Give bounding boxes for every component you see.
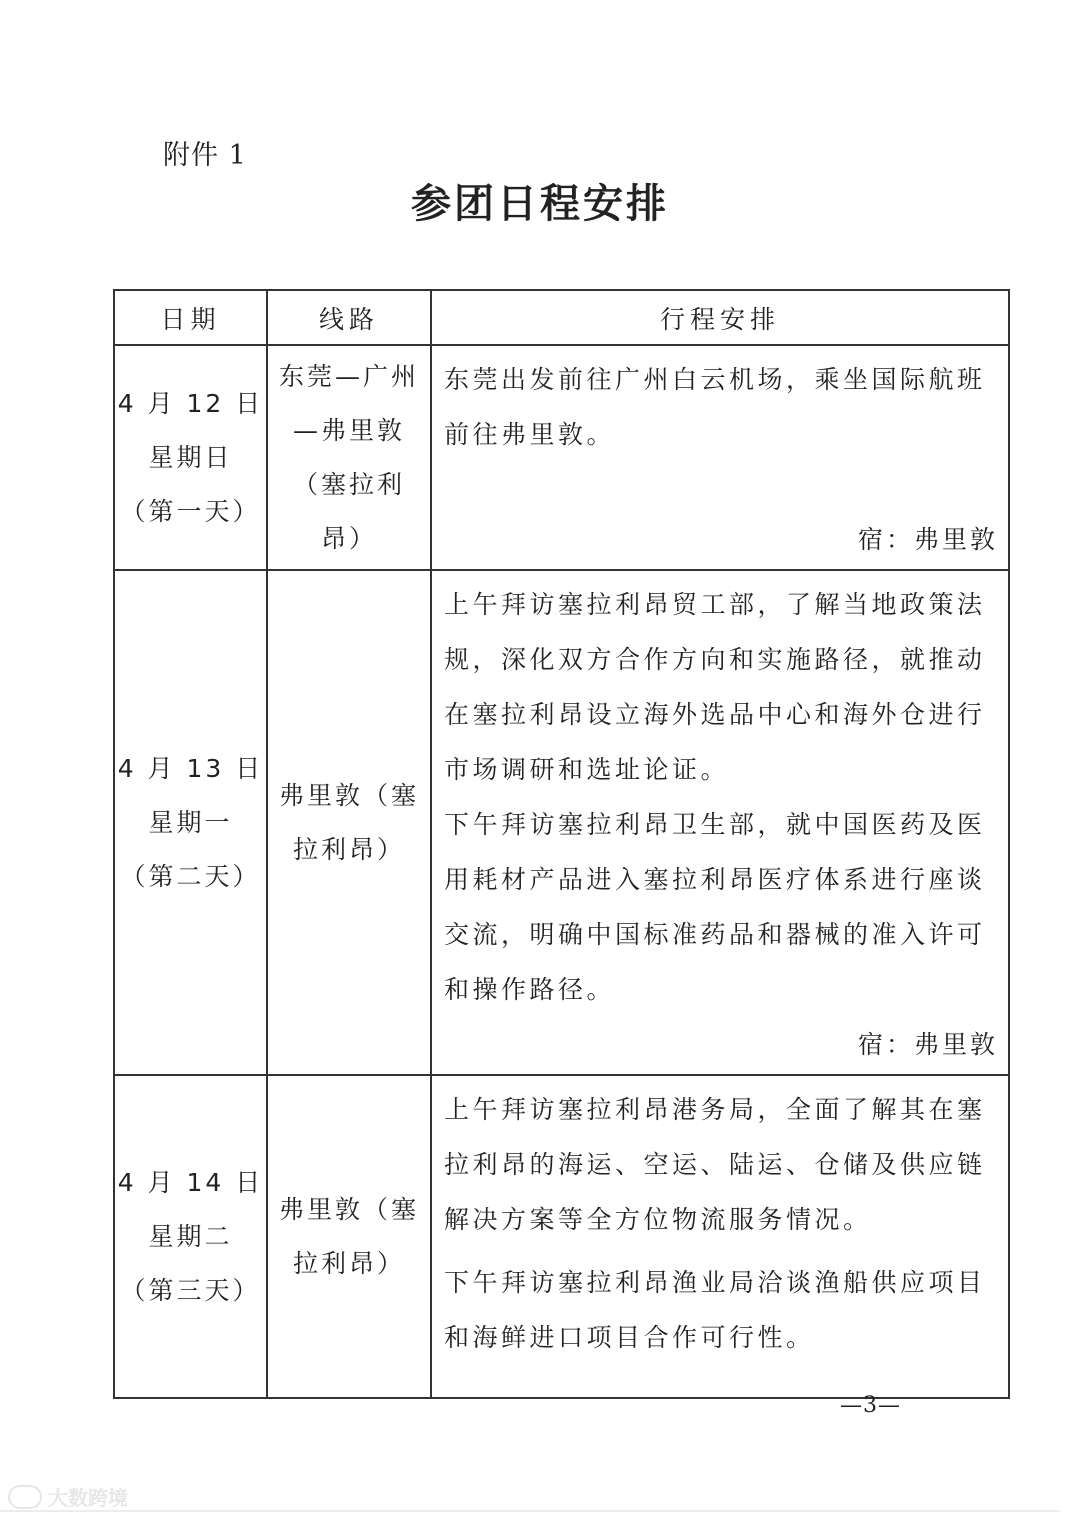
route-line: （塞拉利 bbox=[292, 469, 405, 499]
route-cell bbox=[267, 570, 431, 1075]
date-cell bbox=[114, 570, 267, 1075]
route-line: 弗里敦（塞 bbox=[278, 1194, 419, 1224]
itinerary-paragraph: 上午拜访塞拉利昂贸工部，了解当地政策法规，深化双方合作方向和实施路径，就推动在塞拉利昂设立海外选品中心和海外仓进行市场调研和选址论证。 bbox=[444, 590, 986, 784]
date-text: 4 月 12 日 bbox=[117, 388, 264, 418]
page-number: —3— bbox=[840, 1393, 901, 1418]
day-number-text: （第一天） bbox=[120, 496, 261, 526]
table-row bbox=[114, 570, 1009, 1075]
date-text: 4 月 14 日 bbox=[117, 1167, 264, 1197]
route-line: 拉利昂） bbox=[292, 1248, 405, 1278]
route-line: 东莞—广州 bbox=[278, 361, 419, 391]
route-cell bbox=[267, 1075, 431, 1398]
column-header-route: 线路 bbox=[267, 290, 431, 345]
table-row bbox=[114, 345, 1009, 570]
day-number-text: （第二天） bbox=[120, 861, 261, 891]
route-line: 拉利昂） bbox=[292, 834, 405, 864]
date-text: 4 月 13 日 bbox=[117, 753, 264, 783]
table-row bbox=[114, 1075, 1009, 1398]
page-bottom-divider bbox=[0, 1510, 1060, 1512]
watermark-text: 大数跨境 bbox=[48, 1486, 128, 1510]
schedule-table bbox=[113, 289, 1010, 1399]
itinerary-cell bbox=[431, 345, 1009, 570]
route-cell bbox=[267, 345, 431, 570]
weekday-text: 星期日 bbox=[148, 442, 233, 472]
itinerary-paragraph: 下午拜访塞拉利昂卫生部，就中国医药及医用耗材产品进入塞拉利昂医疗体系进行座谈交流，明确中国标准药品和器械的准入许可和操作路径。 bbox=[444, 810, 986, 1004]
date-cell bbox=[114, 345, 267, 570]
lodging-text: 宿：弗里敦 bbox=[857, 1030, 998, 1059]
document-title: 参团日程安排 bbox=[411, 181, 669, 227]
column-header-date: 日期 bbox=[114, 290, 267, 345]
column-header-itinerary: 行程安排 bbox=[431, 290, 1009, 345]
day-number-text: （第三天） bbox=[120, 1275, 261, 1305]
itinerary-paragraph: 下午拜访塞拉利昂渔业局洽谈渔船供应项目和海鲜进口项目合作可行性。 bbox=[444, 1268, 986, 1352]
itinerary-paragraph: 上午拜访塞拉利昂港务局，全面了解其在塞拉利昂的海运、空运、陆运、仓储及供应链解决方案等全方位物流服务情况。 bbox=[444, 1095, 986, 1234]
route-line: —弗里敦 bbox=[292, 415, 405, 445]
route-line: 弗里敦（塞 bbox=[278, 780, 419, 810]
attachment-label: 附件 1 bbox=[163, 140, 247, 171]
watermark bbox=[8, 1482, 128, 1511]
itinerary-cell bbox=[431, 1075, 1009, 1398]
lodging-text: 宿：弗里敦 bbox=[857, 525, 998, 554]
itinerary-paragraph: 东莞出发前往广州白云机场，乘坐国际航班前往弗里敦。 bbox=[444, 365, 986, 449]
date-cell bbox=[114, 1075, 267, 1398]
route-line: 昂） bbox=[320, 523, 377, 553]
watermark-logo-icon bbox=[8, 1485, 42, 1509]
weekday-text: 星期一 bbox=[148, 807, 233, 837]
itinerary-cell bbox=[431, 570, 1009, 1075]
weekday-text: 星期二 bbox=[148, 1221, 233, 1251]
table-header-row bbox=[114, 290, 1009, 345]
